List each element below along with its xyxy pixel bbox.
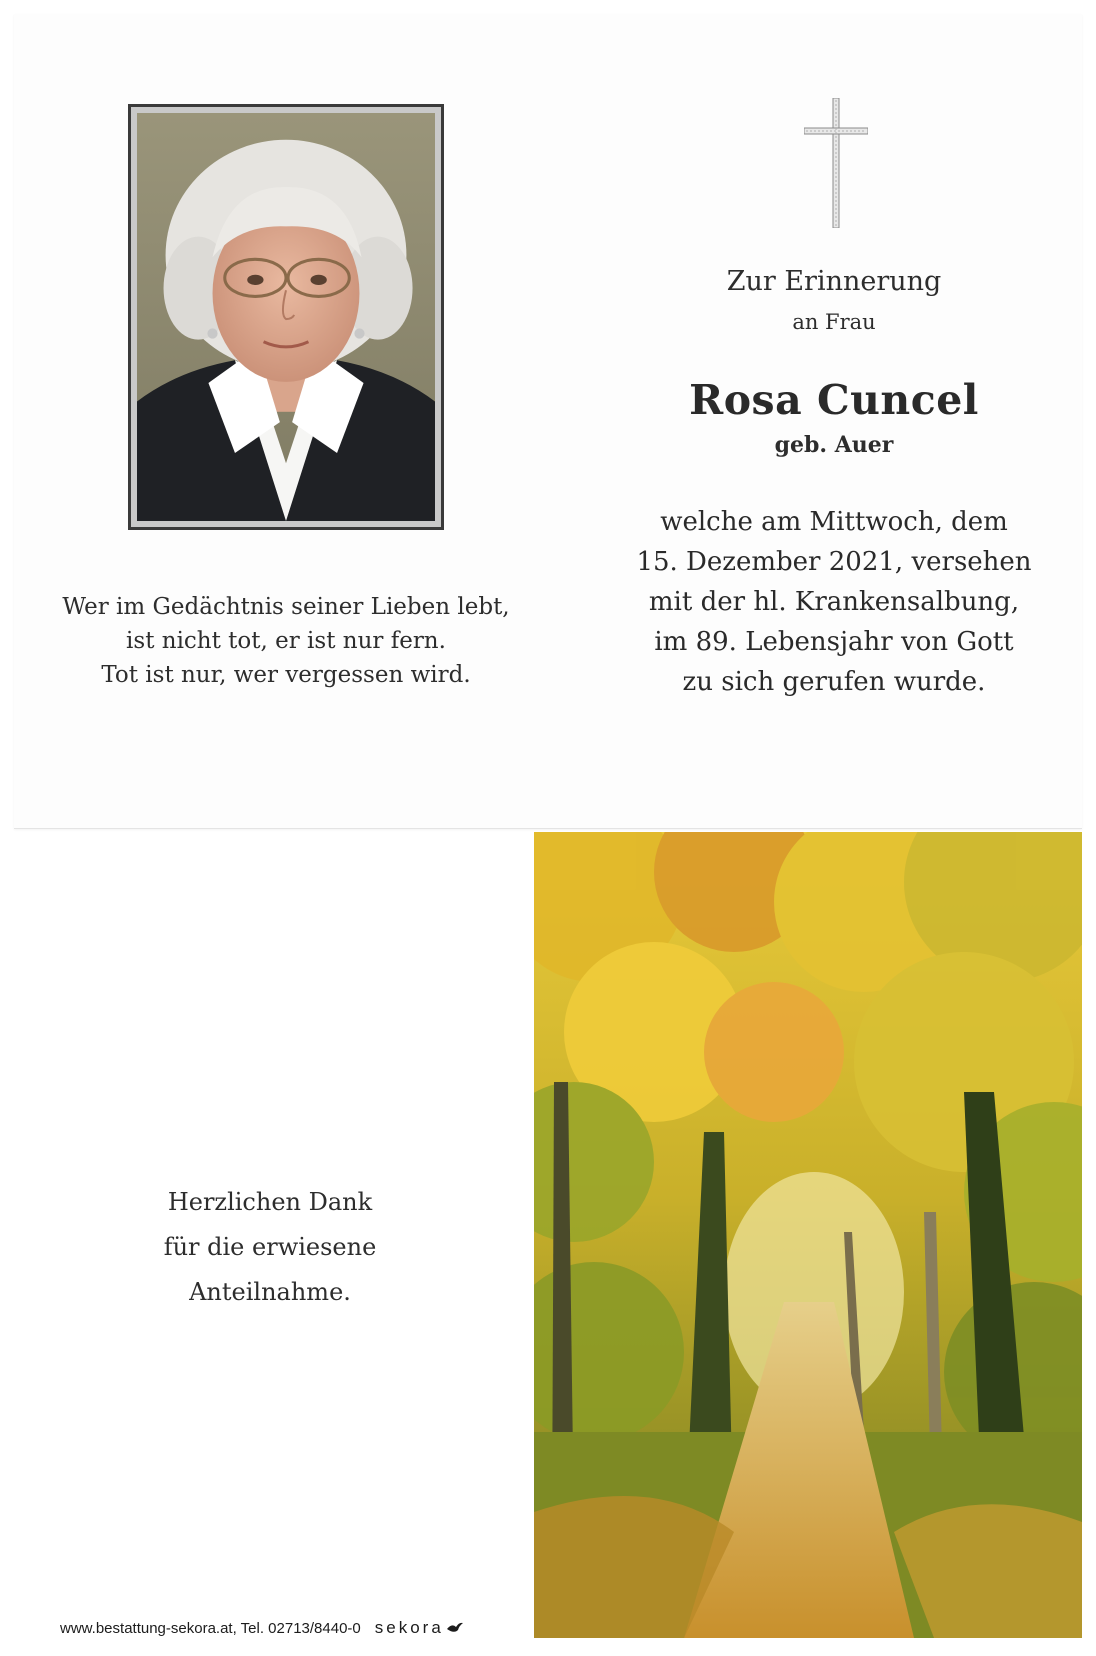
thanks-message: [60, 1180, 480, 1315]
death-notice: [574, 502, 1094, 702]
funeral-home-logo: [375, 1618, 464, 1638]
funeral-home-contact: www.bestattung-sekora.at, Tel. 02713/8440-0: [60, 1619, 361, 1637]
notice-line: 15. Dezember 2021, versehen: [636, 547, 1032, 577]
quote-line: Tot ist nur, wer vergessen wird.: [101, 662, 471, 688]
cross-icon: [804, 98, 868, 228]
deceased-name: Rosa Cuncel: [689, 376, 979, 424]
intro-subheading: an Frau: [792, 310, 876, 334]
portrait-mat: [131, 107, 441, 527]
bird-icon: [446, 1621, 464, 1635]
notice-line: mit der hl. Krankensalbung,: [648, 587, 1020, 617]
notice-line: im 89. Lebensjahr von Gott: [654, 627, 1014, 657]
footer: [60, 1616, 464, 1640]
quote-line: Wer im Gedächtnis seiner Lieben lebt,: [62, 594, 510, 620]
maiden-name: geb. Auer: [774, 432, 894, 458]
logo-text: sekora: [374, 1618, 444, 1637]
portrait-photo: [137, 113, 435, 521]
intro-heading: Zur Erinnerung: [726, 266, 942, 297]
thanks-line: Anteilnahme.: [189, 1278, 351, 1306]
notice-line: zu sich gerufen wurde.: [682, 667, 986, 697]
thanks-line: für die erwiesene: [163, 1233, 377, 1261]
quote-line: ist nicht tot, er ist nur fern.: [126, 628, 446, 654]
notice-line: welche am Mittwoch, dem: [660, 507, 1008, 537]
portrait-frame: [128, 104, 444, 530]
autumn-forest-image: [534, 832, 1082, 1638]
memorial-card-inner: [14, 14, 1082, 829]
memorial-quote: [44, 590, 528, 692]
thanks-line: Herzlichen Dank: [167, 1188, 373, 1216]
